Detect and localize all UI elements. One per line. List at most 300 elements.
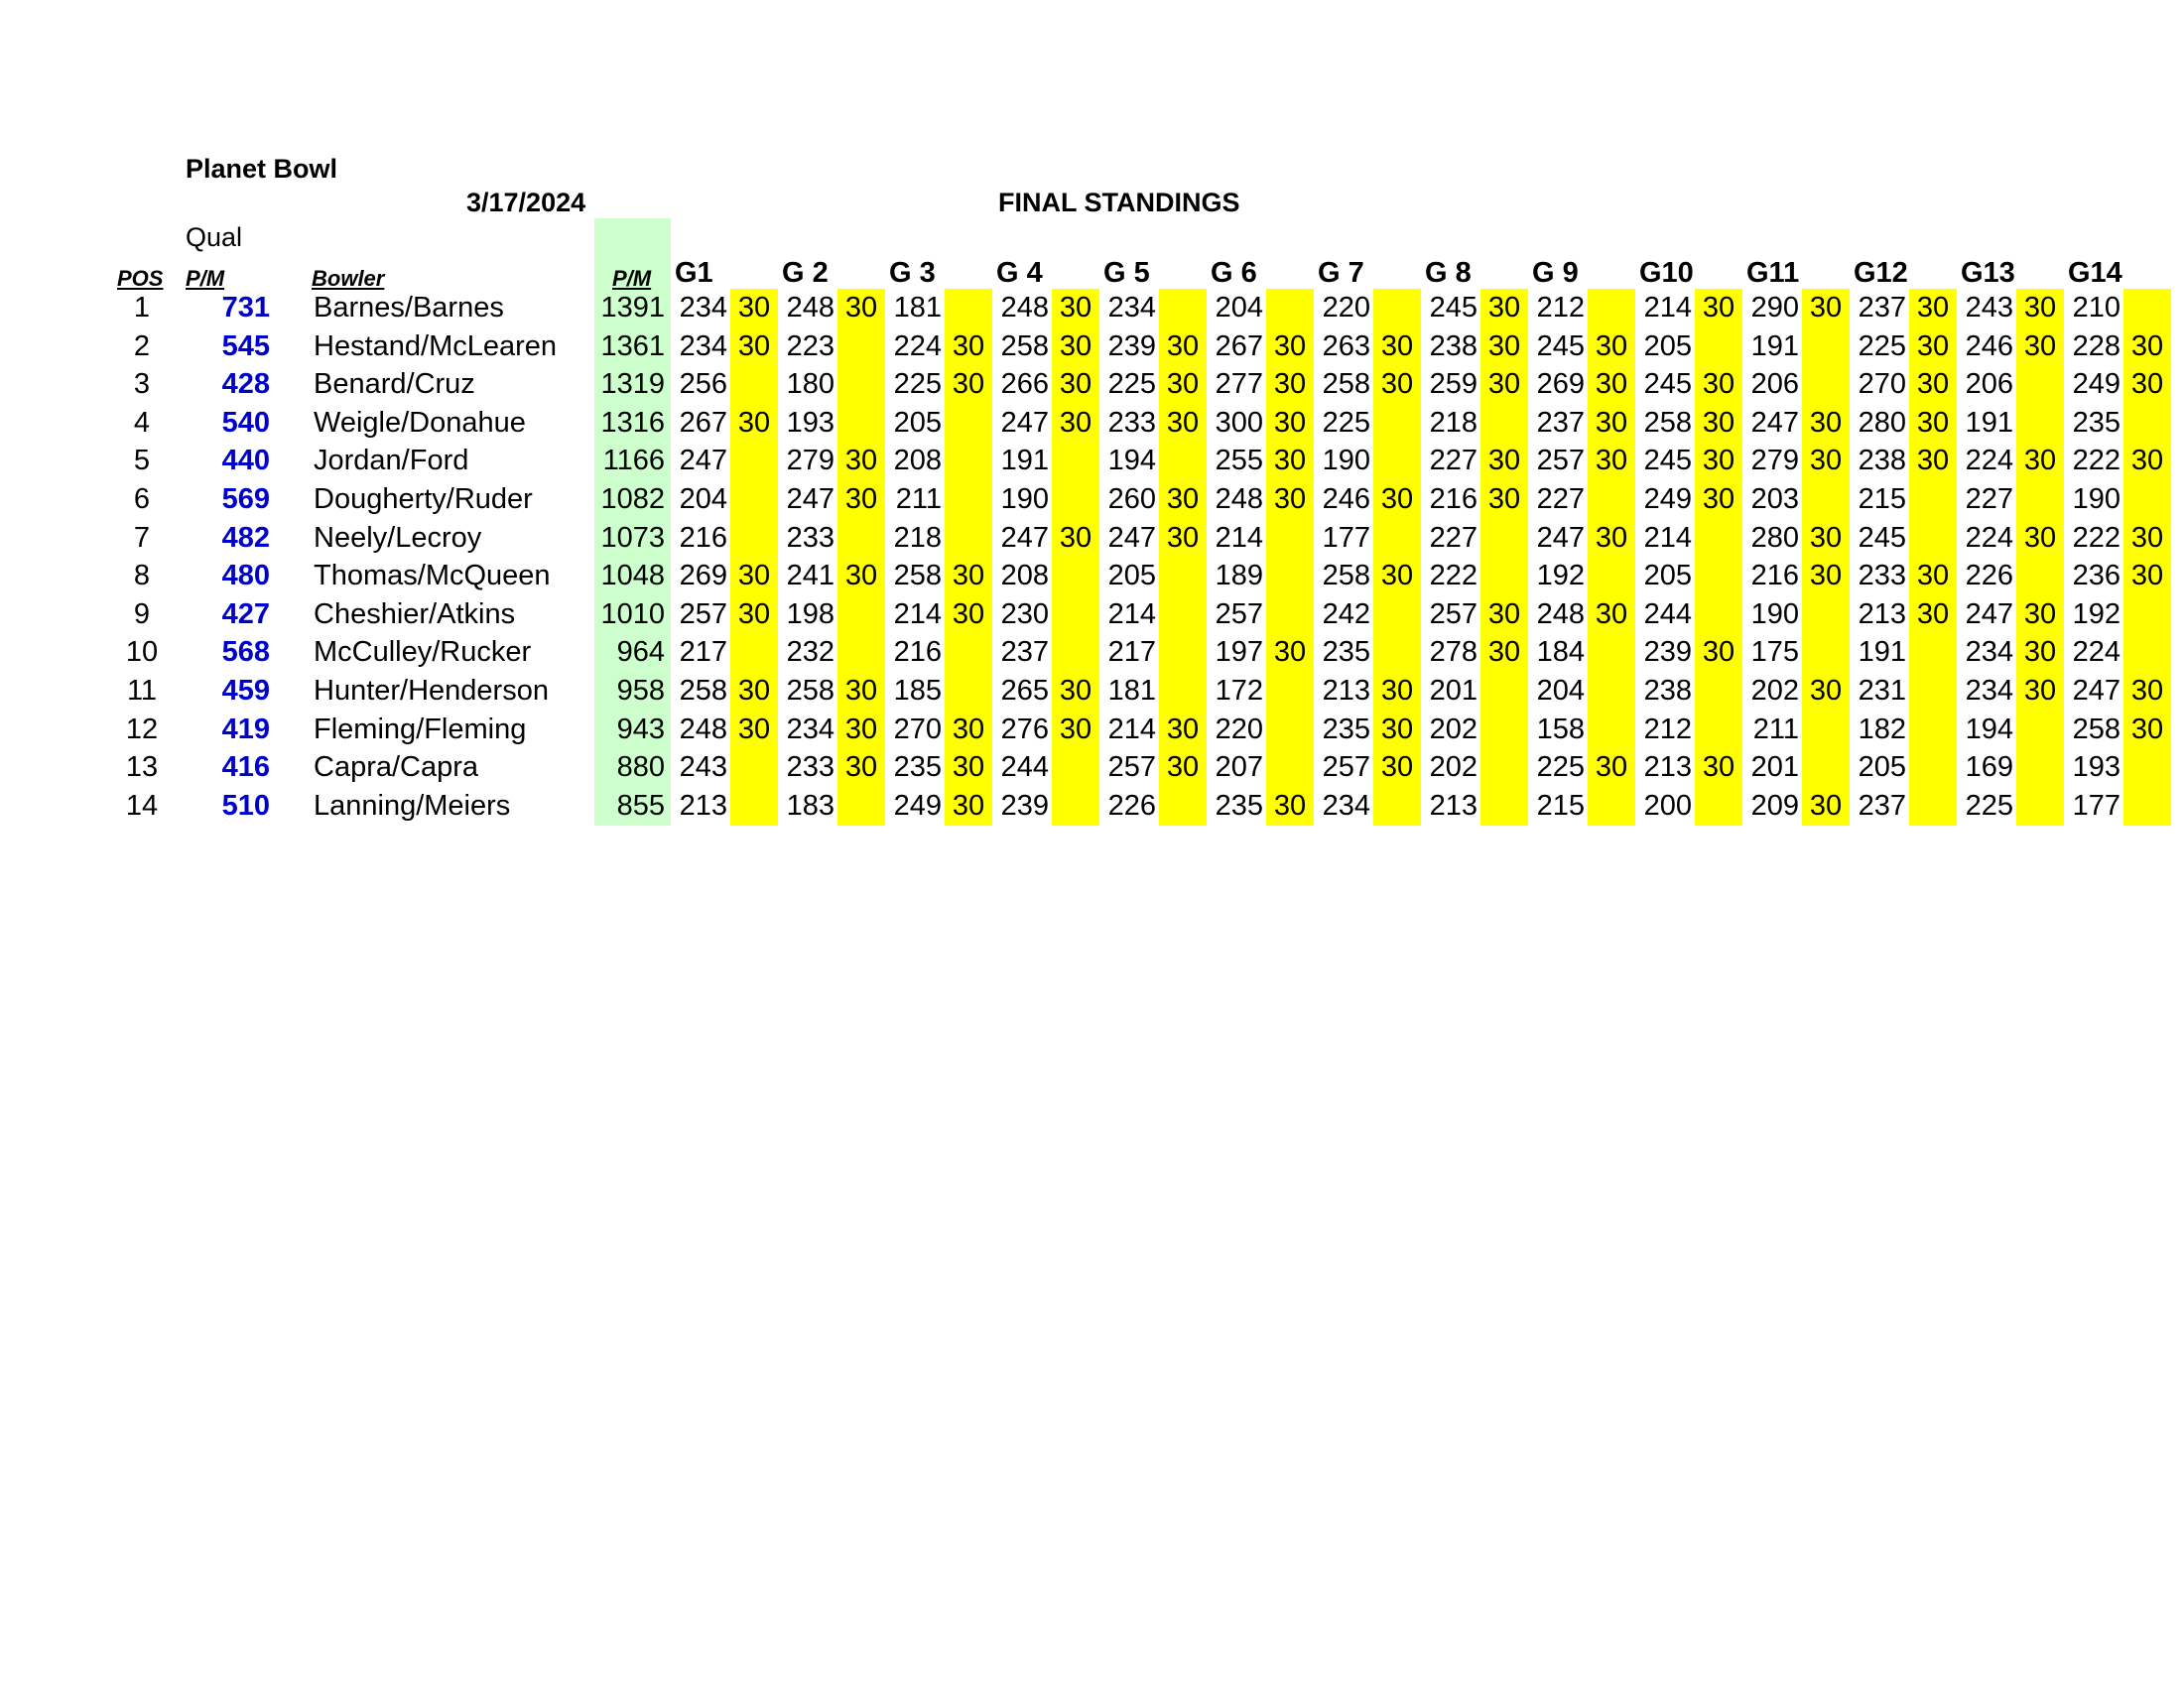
game-score-cell: 213 xyxy=(1322,675,1370,707)
game-score-cell: 234 xyxy=(1965,675,2013,707)
game-bonus-cell: 30 xyxy=(1380,751,1414,784)
game-bonus-cell xyxy=(730,519,778,558)
game-bonus-cell xyxy=(1373,519,1421,558)
game-score-cell: 205 xyxy=(1107,560,1156,592)
game-score-cell: 234 xyxy=(786,713,835,745)
game-bonus-cell xyxy=(1588,480,1635,519)
game-score-cell: 241 xyxy=(786,560,835,592)
bowler-cell: Weigle/Donahue xyxy=(314,406,526,439)
game-score-cell: 238 xyxy=(1858,445,1906,477)
game-score-cell: 208 xyxy=(893,445,942,477)
game-bonus-cell: 30 xyxy=(737,292,771,324)
game-score-cell: 214 xyxy=(1643,521,1692,554)
game-score-cell: 204 xyxy=(1215,292,1263,324)
game-bonus-cell xyxy=(2016,787,2064,826)
game-bonus-cell xyxy=(730,480,778,519)
game-bonus-cell: 30 xyxy=(1487,597,1521,630)
game-bonus-cell xyxy=(1480,519,1528,558)
game-score-cell: 238 xyxy=(1429,329,1477,362)
game-score-cell: 280 xyxy=(1750,521,1799,554)
game-bonus-cell: 30 xyxy=(1273,789,1307,822)
game-bonus-cell: 30 xyxy=(2023,636,2057,669)
game-bonus-cell: 30 xyxy=(1595,597,1628,630)
qual-pm-cell: 428 xyxy=(221,368,270,401)
game-bonus-cell: 30 xyxy=(1595,751,1628,784)
game-bonus-cell xyxy=(1266,519,1314,558)
game-score-cell: 169 xyxy=(1965,751,2013,784)
position-cell: 8 xyxy=(133,560,151,592)
game-bonus-cell: 30 xyxy=(737,675,771,707)
game-bonus-cell xyxy=(730,748,778,787)
game-score-cell: 217 xyxy=(1107,636,1156,669)
game-score-cell: 270 xyxy=(893,713,942,745)
game-bonus-cell: 30 xyxy=(952,329,985,362)
game-bonus-cell xyxy=(1802,327,1850,366)
game-bonus-cell xyxy=(1588,289,1635,327)
game-bonus-cell: 30 xyxy=(1702,445,1735,477)
position-cell: 12 xyxy=(125,713,159,745)
game-score-cell: 205 xyxy=(893,406,942,439)
game-score-cell: 210 xyxy=(2072,292,2120,324)
table-row xyxy=(0,672,2184,711)
game-score-cell: 181 xyxy=(893,292,942,324)
game-bonus-cell xyxy=(2016,480,2064,519)
game-score-cell: 208 xyxy=(1000,560,1049,592)
game-bonus-cell xyxy=(2123,289,2171,327)
position-cell: 4 xyxy=(133,406,151,439)
game-score-cell: 247 xyxy=(1000,521,1049,554)
game-score-cell: 245 xyxy=(1643,445,1692,477)
game-score-cell: 213 xyxy=(1429,789,1477,822)
game-bonus-cell: 30 xyxy=(1487,636,1521,669)
game-bonus-cell: 30 xyxy=(1702,406,1735,439)
game-score-cell: 235 xyxy=(1215,789,1263,822)
game-bonus-cell xyxy=(1909,711,1957,749)
game-bonus-cell xyxy=(1266,711,1314,749)
game-score-cell: 209 xyxy=(1750,789,1799,822)
game-bonus-cell: 30 xyxy=(1166,751,1200,784)
game-score-cell: 207 xyxy=(1215,751,1263,784)
game-bonus-cell xyxy=(1695,711,1742,749)
game-score-cell: 244 xyxy=(1000,751,1049,784)
game-bonus-cell: 30 xyxy=(1380,560,1414,592)
game-bonus-cell: 30 xyxy=(2023,292,2057,324)
game-score-cell: 227 xyxy=(1965,483,2013,515)
game-bonus-cell xyxy=(1373,787,1421,826)
game-score-cell: 213 xyxy=(1858,597,1906,630)
table-row xyxy=(0,595,2184,634)
game-bonus-cell: 30 xyxy=(952,560,985,592)
game-score-cell: 244 xyxy=(1643,597,1692,630)
game-score-cell: 247 xyxy=(1107,521,1156,554)
game-score-cell: 258 xyxy=(786,675,835,707)
game-bonus-cell xyxy=(945,519,992,558)
game-score-cell: 225 xyxy=(1965,789,2013,822)
game-bonus-cell xyxy=(1052,748,1099,787)
game-bonus-cell xyxy=(2123,595,2171,634)
game-score-cell: 255 xyxy=(1215,445,1263,477)
game-header: G 4 xyxy=(996,257,1043,289)
game-bonus-cell: 30 xyxy=(737,560,771,592)
game-score-cell: 265 xyxy=(1000,675,1049,707)
game-score-cell: 218 xyxy=(1429,406,1477,439)
game-score-cell: 224 xyxy=(1965,521,2013,554)
game-score-cell: 225 xyxy=(1107,368,1156,401)
game-bonus-cell: 30 xyxy=(1059,713,1092,745)
game-bonus-cell: 30 xyxy=(844,751,878,784)
qual-pm-cell: 440 xyxy=(221,445,270,477)
game-score-cell: 279 xyxy=(786,445,835,477)
game-bonus-cell xyxy=(1159,633,1207,672)
game-score-cell: 222 xyxy=(2072,445,2120,477)
game-score-cell: 216 xyxy=(679,521,727,554)
game-bonus-cell: 30 xyxy=(2130,445,2164,477)
game-bonus-cell xyxy=(1695,327,1742,366)
game-score-cell: 243 xyxy=(1965,292,2013,324)
game-bonus-cell xyxy=(1159,442,1207,480)
game-header: G 6 xyxy=(1211,257,1257,289)
bowler-cell: Lanning/Meiers xyxy=(314,789,511,822)
game-score-cell: 257 xyxy=(1107,751,1156,784)
game-bonus-cell xyxy=(2123,480,2171,519)
game-score-cell: 190 xyxy=(1750,597,1799,630)
game-score-cell: 247 xyxy=(2072,675,2120,707)
game-score-cell: 239 xyxy=(1643,636,1692,669)
game-bonus-cell: 30 xyxy=(1809,521,1843,554)
game-bonus-cell xyxy=(1802,365,1850,404)
game-score-cell: 246 xyxy=(1322,483,1370,515)
game-bonus-cell xyxy=(1373,289,1421,327)
game-bonus-cell: 30 xyxy=(1166,329,1200,362)
game-bonus-cell: 30 xyxy=(1702,483,1735,515)
game-score-cell: 180 xyxy=(786,368,835,401)
game-score-cell: 200 xyxy=(1643,789,1692,822)
game-bonus-cell: 30 xyxy=(1595,445,1628,477)
game-score-cell: 194 xyxy=(1107,445,1156,477)
game-score-cell: 247 xyxy=(679,445,727,477)
position-cell: 7 xyxy=(133,521,151,554)
game-score-cell: 214 xyxy=(1643,292,1692,324)
game-score-cell: 220 xyxy=(1215,713,1263,745)
game-score-cell: 182 xyxy=(1858,713,1906,745)
game-header: G 9 xyxy=(1532,257,1579,289)
game-score-cell: 224 xyxy=(1965,445,2013,477)
total-pm-cell: 855 xyxy=(616,789,665,822)
game-score-cell: 225 xyxy=(893,368,942,401)
game-score-cell: 258 xyxy=(1643,406,1692,439)
position-cell: 14 xyxy=(125,789,159,822)
game-bonus-cell xyxy=(1909,672,1957,711)
game-bonus-cell: 30 xyxy=(737,597,771,630)
game-bonus-cell: 30 xyxy=(2023,675,2057,707)
game-bonus-cell: 30 xyxy=(952,597,985,630)
game-bonus-cell: 30 xyxy=(1273,368,1307,401)
game-score-cell: 260 xyxy=(1107,483,1156,515)
game-score-cell: 214 xyxy=(1107,597,1156,630)
game-bonus-cell: 30 xyxy=(844,292,878,324)
game-bonus-cell: 30 xyxy=(844,713,878,745)
game-score-cell: 300 xyxy=(1215,406,1263,439)
game-score-cell: 270 xyxy=(1858,368,1906,401)
game-score-cell: 235 xyxy=(1322,713,1370,745)
game-score-cell: 234 xyxy=(679,329,727,362)
game-bonus-cell xyxy=(1266,289,1314,327)
game-bonus-cell xyxy=(1695,557,1742,595)
game-bonus-cell: 30 xyxy=(1059,521,1092,554)
game-score-cell: 191 xyxy=(1750,329,1799,362)
game-score-cell: 175 xyxy=(1750,636,1799,669)
game-bonus-cell: 30 xyxy=(1380,368,1414,401)
game-bonus-cell xyxy=(1588,633,1635,672)
game-score-cell: 237 xyxy=(1536,406,1585,439)
game-score-cell: 216 xyxy=(1429,483,1477,515)
game-score-cell: 247 xyxy=(786,483,835,515)
game-score-cell: 189 xyxy=(1215,560,1263,592)
game-score-cell: 258 xyxy=(679,675,727,707)
game-bonus-cell: 30 xyxy=(1487,445,1521,477)
qual-pm-cell: 510 xyxy=(221,789,270,822)
game-bonus-cell xyxy=(1695,595,1742,634)
game-bonus-cell xyxy=(945,404,992,443)
game-bonus-cell: 30 xyxy=(2130,521,2164,554)
game-bonus-cell: 30 xyxy=(1809,789,1843,822)
game-bonus-cell xyxy=(2123,748,2171,787)
game-score-cell: 224 xyxy=(2072,636,2120,669)
game-bonus-cell: 30 xyxy=(1595,329,1628,362)
game-score-cell: 233 xyxy=(1858,560,1906,592)
game-score-cell: 204 xyxy=(679,483,727,515)
game-score-cell: 234 xyxy=(1107,292,1156,324)
game-bonus-cell: 30 xyxy=(1487,329,1521,362)
qual-pm-cell: 731 xyxy=(221,292,270,324)
game-score-cell: 227 xyxy=(1536,483,1585,515)
bowler-cell: Jordan/Ford xyxy=(314,445,469,477)
game-score-cell: 226 xyxy=(1107,789,1156,822)
game-score-cell: 206 xyxy=(1750,368,1799,401)
event-date: 3/17/2024 xyxy=(466,188,586,217)
position-cell: 11 xyxy=(126,675,158,707)
game-score-cell: 216 xyxy=(1750,560,1799,592)
game-bonus-cell xyxy=(1052,633,1099,672)
game-bonus-cell xyxy=(730,442,778,480)
game-bonus-cell: 30 xyxy=(952,789,985,822)
game-score-cell: 233 xyxy=(786,521,835,554)
game-bonus-cell xyxy=(1052,442,1099,480)
game-bonus-cell xyxy=(1802,711,1850,749)
organization-name: Planet Bowl xyxy=(186,154,338,184)
game-bonus-cell xyxy=(1909,633,1957,672)
game-score-cell: 220 xyxy=(1322,292,1370,324)
game-score-cell: 226 xyxy=(1965,560,2013,592)
game-bonus-cell xyxy=(837,365,885,404)
game-bonus-cell xyxy=(2016,365,2064,404)
qual-pm-header: P/M xyxy=(186,266,225,291)
game-score-cell: 233 xyxy=(786,751,835,784)
game-score-cell: 258 xyxy=(893,560,942,592)
game-header: G11 xyxy=(1746,257,1800,289)
table-row xyxy=(0,519,2184,558)
game-score-cell: 278 xyxy=(1429,636,1477,669)
game-score-cell: 225 xyxy=(1858,329,1906,362)
game-bonus-cell: 30 xyxy=(1916,368,1950,401)
bowler-cell: McCulley/Rucker xyxy=(314,636,532,669)
qual-pm-cell: 416 xyxy=(221,751,270,784)
game-bonus-cell xyxy=(1480,787,1528,826)
table-row xyxy=(0,787,2184,826)
game-score-cell: 202 xyxy=(1429,751,1477,784)
game-score-cell: 211 xyxy=(1752,713,1799,745)
game-bonus-cell: 30 xyxy=(1166,406,1200,439)
game-bonus-cell: 30 xyxy=(737,329,771,362)
game-score-cell: 258 xyxy=(1322,368,1370,401)
game-score-cell: 245 xyxy=(1429,292,1477,324)
table-row xyxy=(0,748,2184,787)
game-score-cell: 194 xyxy=(1965,713,2013,745)
game-bonus-cell: 30 xyxy=(844,445,878,477)
qual-pm-cell: 540 xyxy=(221,406,270,439)
game-score-cell: 231 xyxy=(1858,675,1906,707)
game-bonus-cell: 30 xyxy=(1916,597,1950,630)
game-score-cell: 214 xyxy=(1107,713,1156,745)
game-score-cell: 248 xyxy=(679,713,727,745)
game-score-cell: 202 xyxy=(1429,713,1477,745)
total-pm-cell: 1082 xyxy=(600,483,665,515)
game-bonus-cell xyxy=(1159,289,1207,327)
game-score-cell: 215 xyxy=(1858,483,1906,515)
table-row xyxy=(0,633,2184,672)
game-bonus-cell xyxy=(1588,672,1635,711)
game-bonus-cell: 30 xyxy=(1166,368,1200,401)
game-score-cell: 263 xyxy=(1322,329,1370,362)
game-bonus-cell xyxy=(2123,633,2171,672)
game-bonus-cell: 30 xyxy=(737,713,771,745)
game-score-cell: 215 xyxy=(1536,789,1585,822)
game-bonus-cell: 30 xyxy=(2023,445,2057,477)
game-bonus-cell: 30 xyxy=(1487,483,1521,515)
game-bonus-cell xyxy=(1480,404,1528,443)
game-bonus-cell: 30 xyxy=(1380,713,1414,745)
position-cell: 9 xyxy=(133,597,151,630)
game-score-cell: 237 xyxy=(1858,789,1906,822)
game-bonus-cell xyxy=(1480,672,1528,711)
bowler-cell: Neely/Lecroy xyxy=(314,521,482,554)
game-score-cell: 258 xyxy=(2072,713,2120,745)
game-score-cell: 269 xyxy=(1536,368,1585,401)
game-bonus-cell xyxy=(1159,595,1207,634)
game-score-cell: 158 xyxy=(1536,713,1585,745)
game-score-cell: 257 xyxy=(1322,751,1370,784)
qual-pm-cell: 568 xyxy=(221,636,270,669)
game-bonus-cell: 30 xyxy=(1809,560,1843,592)
game-bonus-cell: 30 xyxy=(1059,368,1092,401)
bowler-cell: Benard/Cruz xyxy=(314,368,475,401)
game-score-cell: 223 xyxy=(786,329,835,362)
position-cell: 5 xyxy=(133,445,151,477)
game-bonus-cell: 30 xyxy=(2023,521,2057,554)
total-pm-cell: 943 xyxy=(616,713,665,745)
game-bonus-cell: 30 xyxy=(1273,636,1307,669)
game-bonus-cell: 30 xyxy=(1273,483,1307,515)
game-score-cell: 279 xyxy=(1750,445,1799,477)
game-score-cell: 201 xyxy=(1429,675,1477,707)
game-bonus-cell xyxy=(1159,672,1207,711)
game-score-cell: 235 xyxy=(2072,406,2120,439)
game-bonus-cell: 30 xyxy=(737,406,771,439)
total-pm-cell: 1010 xyxy=(600,597,665,630)
game-score-cell: 247 xyxy=(1965,597,2013,630)
game-score-cell: 258 xyxy=(1322,560,1370,592)
game-score-cell: 245 xyxy=(1643,368,1692,401)
game-score-cell: 249 xyxy=(1643,483,1692,515)
game-bonus-cell: 30 xyxy=(952,368,985,401)
game-bonus-cell: 30 xyxy=(1809,675,1843,707)
table-row xyxy=(0,365,2184,404)
game-score-cell: 269 xyxy=(679,560,727,592)
game-header: G 8 xyxy=(1425,257,1472,289)
game-score-cell: 239 xyxy=(1000,789,1049,822)
game-bonus-cell xyxy=(837,327,885,366)
game-score-cell: 235 xyxy=(893,751,942,784)
game-score-cell: 247 xyxy=(1536,521,1585,554)
game-bonus-cell: 30 xyxy=(2130,368,2164,401)
game-score-cell: 232 xyxy=(786,636,835,669)
game-bonus-cell: 30 xyxy=(1809,445,1843,477)
game-bonus-cell: 30 xyxy=(2023,329,2057,362)
game-score-cell: 242 xyxy=(1322,597,1370,630)
game-bonus-cell xyxy=(1588,787,1635,826)
total-pm-cell: 1319 xyxy=(600,368,665,401)
bowler-cell: Hunter/Henderson xyxy=(314,675,549,707)
game-score-cell: 249 xyxy=(893,789,942,822)
game-bonus-cell xyxy=(1695,672,1742,711)
game-bonus-cell: 30 xyxy=(1702,751,1735,784)
game-bonus-cell xyxy=(1266,557,1314,595)
game-bonus-cell xyxy=(1266,672,1314,711)
game-score-cell: 233 xyxy=(1107,406,1156,439)
game-score-cell: 239 xyxy=(1107,329,1156,362)
game-score-cell: 191 xyxy=(1858,636,1906,669)
bowler-cell: Hestand/McLearen xyxy=(314,329,558,362)
game-bonus-cell: 30 xyxy=(1166,521,1200,554)
game-header: G 3 xyxy=(889,257,936,289)
game-score-cell: 257 xyxy=(1215,597,1263,630)
bowler-cell: Cheshier/Atkins xyxy=(314,597,516,630)
game-bonus-cell: 30 xyxy=(1809,406,1843,439)
game-bonus-cell xyxy=(1159,557,1207,595)
game-score-cell: 290 xyxy=(1750,292,1799,324)
game-score-cell: 227 xyxy=(1429,521,1477,554)
bowler-cell: Dougherty/Ruder xyxy=(314,483,533,515)
pos-header: POS xyxy=(117,266,164,291)
game-score-cell: 213 xyxy=(679,789,727,822)
game-score-cell: 280 xyxy=(1858,406,1906,439)
game-bonus-cell xyxy=(837,404,885,443)
game-score-cell: 225 xyxy=(1322,406,1370,439)
game-bonus-cell xyxy=(1802,633,1850,672)
game-bonus-cell xyxy=(2016,748,2064,787)
game-score-cell: 212 xyxy=(1536,292,1585,324)
game-score-cell: 185 xyxy=(893,675,942,707)
game-score-cell: 247 xyxy=(1000,406,1049,439)
game-bonus-cell xyxy=(945,633,992,672)
game-header: G 7 xyxy=(1318,257,1364,289)
game-score-cell: 172 xyxy=(1215,675,1263,707)
game-score-cell: 234 xyxy=(1965,636,2013,669)
game-bonus-cell: 30 xyxy=(1487,368,1521,401)
game-bonus-cell xyxy=(1159,787,1207,826)
game-score-cell: 201 xyxy=(1750,751,1799,784)
game-score-cell: 191 xyxy=(1000,445,1049,477)
